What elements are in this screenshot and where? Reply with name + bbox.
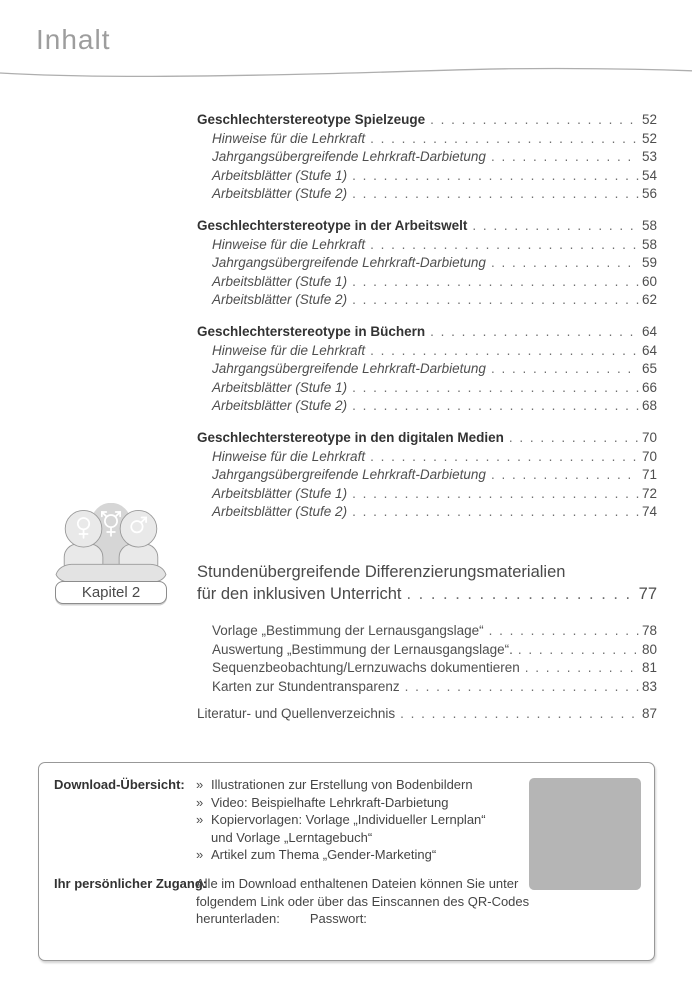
toc-entry xyxy=(197,148,657,167)
toc-entry xyxy=(197,584,657,606)
page-number: 65 xyxy=(641,361,657,377)
toc-entry-title: Arbeitsblätter (Stufe 1) xyxy=(212,273,348,289)
dot-leader xyxy=(525,659,639,678)
toc-entry xyxy=(197,167,657,186)
toc-entry-literature xyxy=(197,705,657,724)
dot-leader xyxy=(352,485,639,504)
toc-entry-title: Vorlage „Bestimmung der Lernausgangslage“ xyxy=(212,623,484,638)
toc-entry-title: Arbeitsblätter (Stufe 1) xyxy=(212,485,348,501)
chapter2-title-line1: Stundenübergreifende Differenzierungsmaterialien xyxy=(197,563,566,581)
toc-section-spielzeuge xyxy=(197,111,657,204)
toc-main xyxy=(197,111,657,535)
download-item-line1: Kopiervorlagen: Vorlage „Individueller Lernplan“ xyxy=(211,812,486,828)
dot-leader xyxy=(370,130,639,149)
dot-leader xyxy=(405,678,639,697)
toc-section-digitale-medien xyxy=(197,429,657,522)
toc-chapter2 xyxy=(197,562,657,724)
toc-entry-title: Arbeitsblätter (Stufe 2) xyxy=(212,186,348,202)
page-number: 77 xyxy=(638,584,657,603)
dot-leader xyxy=(370,448,639,467)
toc-entry xyxy=(197,111,657,130)
toc-entry-title: Karten zur Stundentransparenz xyxy=(212,678,400,694)
download-item-text: Video: Beispielhafte Lehrkraft-Darbietung xyxy=(211,794,449,810)
toc-entry-title: Auswertung „Bestimmung der Lernausgangslage“. xyxy=(212,641,513,657)
dot-leader xyxy=(352,167,639,186)
toc-entry-title: Arbeitsblätter (Stufe 2) xyxy=(212,292,348,308)
page-number: 72 xyxy=(641,485,657,501)
page-number: 78 xyxy=(641,623,657,638)
toc-entry xyxy=(197,622,657,641)
toc-entry xyxy=(197,448,657,467)
password-label: Passwort: xyxy=(309,911,367,927)
dot-leader xyxy=(352,273,639,292)
toc-section-arbeitswelt xyxy=(197,217,657,310)
toc-entry xyxy=(197,130,657,149)
toc-entry xyxy=(197,466,657,485)
page-number: 70 xyxy=(641,429,657,445)
toc-entry-title: Arbeitsblätter (Stufe 1) xyxy=(212,379,348,395)
toc-entry xyxy=(197,379,657,398)
download-item xyxy=(196,846,531,864)
page-number: 81 xyxy=(641,660,657,676)
page-number: 64 xyxy=(641,323,657,339)
dot-leader xyxy=(352,397,639,416)
page-number: 54 xyxy=(641,167,657,183)
toc-entry-title: Jahrgangsübergreifende Lehrkraft-Darbietung xyxy=(212,255,486,271)
page-number: 64 xyxy=(641,342,657,358)
toc-entry xyxy=(197,254,657,273)
chapter-figures-illustration xyxy=(52,503,170,585)
dot-leader xyxy=(352,503,639,522)
guillemet-bullet-icon: » xyxy=(196,777,204,792)
toc-entry-title: Geschlechterstereotype in der Arbeitswelt xyxy=(197,217,468,233)
toc-section-buecher xyxy=(197,323,657,416)
page-number: 62 xyxy=(641,292,657,308)
wave-divider xyxy=(0,62,692,84)
dot-leader xyxy=(407,584,636,606)
toc-entry xyxy=(197,397,657,416)
toc-entry-title: Geschlechterstereotype in den digitalen Medien xyxy=(197,429,504,445)
toc-entry-title: Arbeitsblätter (Stufe 2) xyxy=(212,504,348,520)
toc-entry xyxy=(197,659,657,678)
download-item xyxy=(196,776,531,794)
dot-leader xyxy=(491,148,639,167)
page-number: 59 xyxy=(641,255,657,271)
chapter2-heading xyxy=(197,562,657,605)
dot-leader xyxy=(370,236,639,255)
toc-entry xyxy=(197,323,657,342)
chapter2-items xyxy=(197,622,657,696)
chapter2-badge-label: Kapitel 2 xyxy=(55,581,167,604)
page-number: 66 xyxy=(641,379,657,395)
toc-entry xyxy=(197,485,657,504)
dot-leader xyxy=(472,217,639,236)
dot-leader xyxy=(430,323,639,342)
page-number: 58 xyxy=(641,236,657,252)
chapter2-title-line2: für den inklusiven Unterricht xyxy=(197,584,402,603)
download-items-list xyxy=(196,776,531,864)
download-item-text: Illustrationen zur Erstellung von Bodenbildern xyxy=(211,777,473,792)
toc-entry xyxy=(197,273,657,292)
guillemet-bullet-icon: » xyxy=(196,812,204,828)
toc-entry-title: Sequenzbeobachtung/Lernzuwachs dokumentieren xyxy=(212,660,520,676)
toc-entry-title: Geschlechterstereotype Spielzeuge xyxy=(197,112,426,127)
page-number: 71 xyxy=(641,467,657,483)
dot-leader xyxy=(430,111,639,130)
toc-entry xyxy=(197,236,657,255)
toc-entry-title: Jahrgangsübergreifende Lehrkraft-Darbietung xyxy=(212,467,486,483)
toc-entry xyxy=(197,641,657,660)
guillemet-bullet-icon: » xyxy=(196,847,204,863)
dot-leader xyxy=(352,291,639,310)
toc-entry-title: Hinweise für die Lehrkraft xyxy=(212,448,366,464)
chapter2-badge xyxy=(52,503,170,601)
download-link-label: herunterladen: xyxy=(196,911,280,927)
page-number: 68 xyxy=(641,398,657,414)
dot-leader xyxy=(509,429,639,448)
dot-leader xyxy=(491,360,639,379)
toc-entry xyxy=(197,185,657,204)
dot-leader xyxy=(352,185,639,204)
page-number: 58 xyxy=(641,217,657,233)
page-number: 83 xyxy=(641,678,657,694)
toc-entry-title: Arbeitsblätter (Stufe 1) xyxy=(212,167,348,183)
toc-entry xyxy=(197,291,657,310)
page-title: Inhalt xyxy=(36,24,111,55)
page-number: 87 xyxy=(641,706,657,722)
toc-entry xyxy=(197,678,657,697)
figure-base-platform xyxy=(56,564,166,582)
qr-code-placeholder xyxy=(529,778,641,890)
toc-entry-title: Hinweise für die Lehrkraft xyxy=(212,130,366,146)
page-number: 53 xyxy=(641,149,657,165)
dot-leader xyxy=(491,254,639,273)
download-item-text: Artikel zum Thema „Gender-Marketing“ xyxy=(211,847,437,863)
toc-entry-title: Geschlechterstereotype in Büchern xyxy=(197,323,426,339)
page-number: 56 xyxy=(641,186,657,202)
toc-entry-title: Hinweise für die Lehrkraft xyxy=(212,342,366,358)
personal-access-label: Ihr persönlicher Zugang: xyxy=(54,876,208,891)
toc-entry-title: Jahrgangsübergreifende Lehrkraft-Darbietung xyxy=(212,361,486,377)
page-number: 52 xyxy=(641,112,657,127)
toc-entry-title: Literatur- und Quellenverzeichnis xyxy=(197,706,396,722)
personal-access-text xyxy=(196,875,541,928)
access-text-line2: folgendem Link oder über das Einscannen des QR-Codes xyxy=(196,893,530,909)
dot-leader xyxy=(352,379,639,398)
toc-entry-title: Arbeitsblätter (Stufe 2) xyxy=(212,398,348,414)
download-item-line2: und Vorlage „Lerntagebuch“ xyxy=(211,829,373,845)
download-item xyxy=(196,811,531,846)
download-overview-label: Download-Übersicht: xyxy=(54,777,185,792)
page-number: 74 xyxy=(641,504,657,520)
dot-leader xyxy=(489,622,639,641)
dot-leader xyxy=(518,641,639,660)
dot-leader xyxy=(400,705,639,724)
toc-entry xyxy=(197,342,657,361)
dot-leader xyxy=(370,342,639,361)
guillemet-bullet-icon: » xyxy=(196,794,204,810)
page-number: 52 xyxy=(641,130,657,146)
dot-leader xyxy=(491,466,639,485)
download-item xyxy=(196,794,531,812)
toc-entry-title: Hinweise für die Lehrkraft xyxy=(212,236,366,252)
access-text-line3 xyxy=(196,910,541,928)
page-number: 70 xyxy=(641,448,657,464)
page-number: 60 xyxy=(641,273,657,289)
toc-entry xyxy=(197,503,657,522)
download-box xyxy=(38,762,655,961)
download-item-text xyxy=(211,811,531,846)
toc-entry xyxy=(197,429,657,448)
page-number: 80 xyxy=(641,641,657,657)
access-text-line1: Alle im Download enthaltenen Dateien können Sie unter xyxy=(196,876,519,891)
toc-entry xyxy=(197,217,657,236)
toc-entry-title: Jahrgangsübergreifende Lehrkraft-Darbietung xyxy=(212,149,486,165)
toc-entry xyxy=(197,360,657,379)
